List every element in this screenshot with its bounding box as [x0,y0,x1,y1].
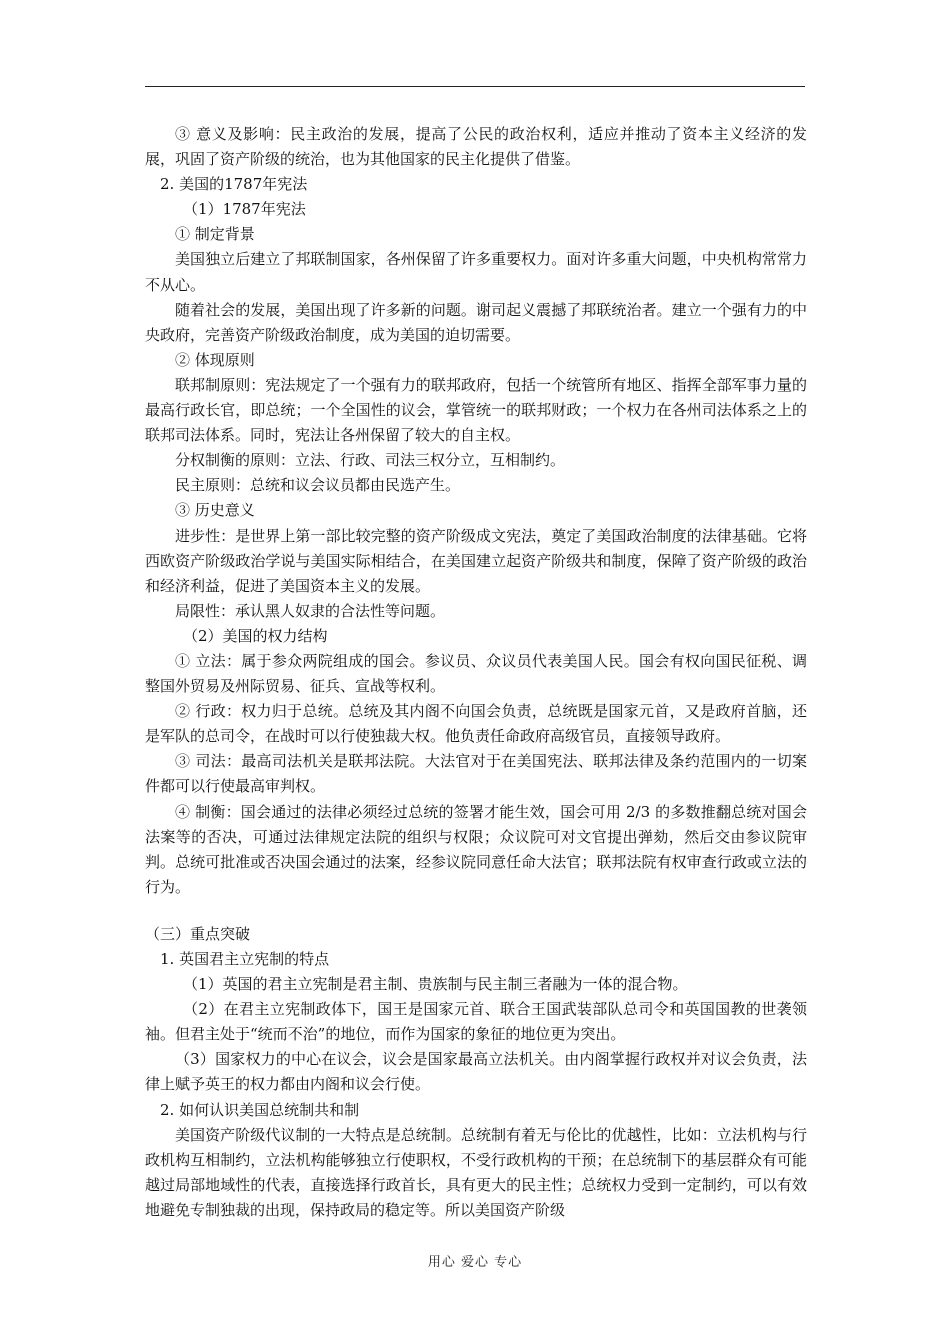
paragraph: ② 行政：权力归于总统。总统及其内阁不向国会负责，总统既是国家元首，又是政府首脑，还是军队的总司令，在战时可以行使独裁大权。他负责任命政府高级官员，直接领导政府。 [145,702,807,746]
section-heading: 2. 如何认识美国总统制共和制 [160,1100,360,1119]
paragraph: ③ 意义及影响：民主政治的发展，提高了公民的政治权利，适应并推动了资本主义经济的发展，巩固了资产阶级的统治，也为其他国家的民主化提供了借鉴。 [145,125,807,169]
paragraph: ③ 司法：最高司法机关是联邦法院。大法官对于在美国宪法、联邦法律及条约范围内的一切案件都可以行使最高审判权。 [145,752,807,796]
paragraph: 进步性：是世界上第一部比较完整的资产阶级成文宪法，奠定了美国政治制度的法律基础。它将西欧资产阶级政治学说与美国实际相结合，在美国建立起资产阶级共和制度，保障了资产阶级的政治和经济利益，促进了美国资本主义的发展。 [145,526,807,595]
paragraph: 美国独立后建立了邦联制国家，各州保留了许多重要权力。面对许多重大问题，中央机构常常力不从心。 [145,250,807,294]
item-heading: ③ 历史意义 [175,501,255,520]
subsection-heading: （1）1787年宪法 [183,200,306,219]
paragraph: 联邦制原则：宪法规定了一个强有力的联邦政府，包括一个统管所有地区、指挥全部军事力量的最高行政长官，即总统；一个全国性的议会，掌管统一的联邦财政；一个权力在各州司法体系之上的联邦司法体系。同时，宪法让各州保留了较大的自主权。 [145,375,807,445]
section-heading: 1. 英国君主立宪制的特点 [160,950,330,968]
document-body [145,122,807,1223]
item-heading: ① 制定背景 [175,225,255,244]
paragraph: ① 立法：属于参众两院组成的国会。参议员、众议员代表美国人民。国会有权向国民征税、调整国外贸易及州际贸易、征兵、宣战等权利。 [145,651,807,696]
paragraph: （3）国家权力的中心在议会，议会是国家最高立法机关。由内阁掌握行政权并对议会负责，法律上赋予英王的权力都由内阁和议会行使。 [145,1050,807,1094]
paragraph: （2）在君主立宪制政体下，国王是国家元首、联合王国武装部队总司令和英国国教的世袭领袖。但君主处于“统而不治”的地位，而作为国家的象征的地位更为突出。 [145,1000,807,1044]
paragraph: ④ 制衡：国会通过的法律必须经过总统的签署才能生效，国会可用 2/3 的多数推翻总统对国会法案等的否决，可通过法律规定法院的组织与权限；众议院可对文官提出弹劾，然后交由参议院审判。总统可批准或否决国会通过的法案，经参议院同意任命大法官；联邦法院有权审查行政或立法的行为。 [145,802,807,896]
section-heading: 2. 美国的1787年宪法 [160,175,308,194]
page-footer: 用心 爱心 专心 [427,1255,523,1270]
subsection-heading: （2）美国的权力结构 [183,626,328,645]
paragraph: 局限性：承认黑人奴隶的合法性等问题。 [175,601,446,620]
header-rule [145,86,805,87]
section-spacer [145,900,807,922]
paragraph: （1）英国的君主立宪制是君主制、贵族制与民主制三者融为一体的混合物。 [183,975,688,994]
paragraph: 美国资产阶级代议制的一大特点是总统制。总统制有着无与伦比的优越性，比如：立法机构与行政机构互相制约，立法机构能够独立行使职权，不受行政机构的干预；在总统制下的基层群众有可能越过局部地域性的代表，直接选择行政首长，具有更大的民主性；总统权力受到一定制约，可以有效地避免专制独裁的出现，保持政局的稳定等。所以美国资产阶级 [145,1125,807,1219]
paragraph: 随着社会的发展，美国出现了许多新的问题。谢司起义震撼了邦联统治者。建立一个强有力的中央政府，完善资产阶级政治制度，成为美国的迫切需要。 [145,300,807,344]
paragraph: 分权制衡的原则：立法、行政、司法三权分立，互相制约。 [175,451,566,470]
section-heading: （三）重点突破 [145,924,251,943]
item-heading: ② 体现原则 [175,350,255,369]
paragraph: 民主原则：总统和议会议员都由民选产生。 [175,476,461,495]
